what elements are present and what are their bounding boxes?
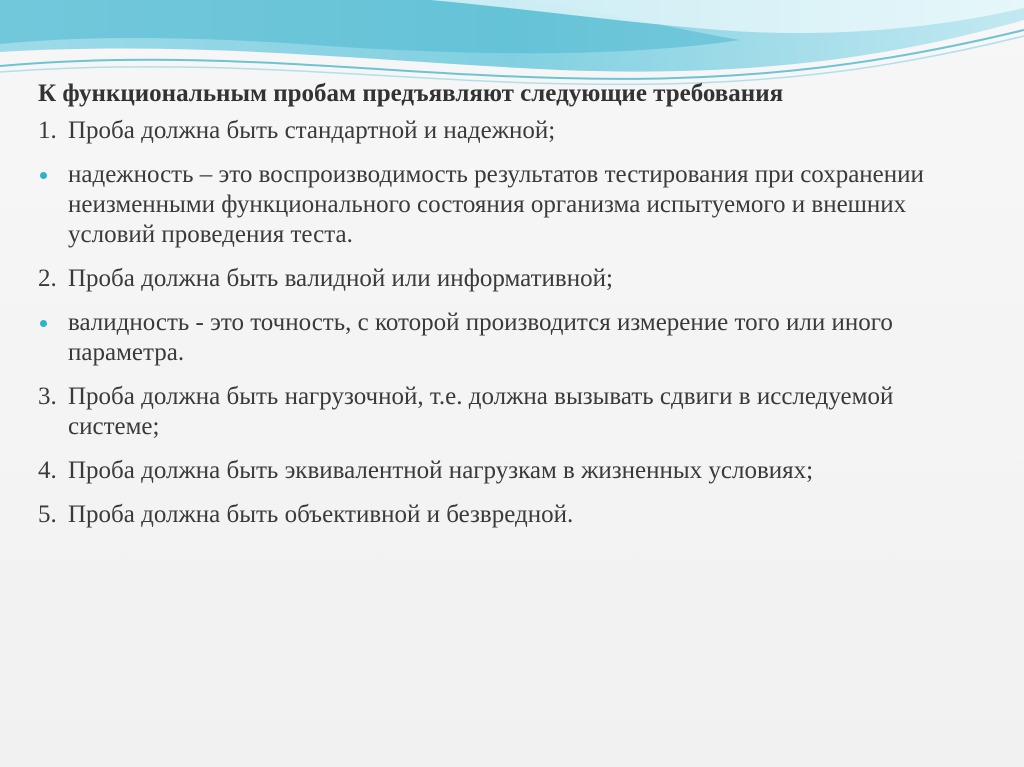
list-item	[38, 264, 983, 294]
item-number: 2.	[38, 265, 57, 292]
bullet-icon	[40, 172, 47, 179]
item-text: Проба должна быть стандартной и надежной;	[68, 117, 556, 144]
item-number: 1.	[38, 117, 57, 144]
list-item	[38, 116, 983, 146]
item-number: 3.	[38, 383, 57, 410]
item-text: Проба должна быть нагрузочной, т.е. должна вызывать сдвиги в исследуемой системе;	[68, 383, 894, 440]
item-number: 4.	[38, 457, 57, 484]
slide-heading: К функциональным пробам предъявляют следующие требования	[38, 80, 784, 107]
item-text: надежность – это воспроизводимость результатов тестирования при сохранении неизменными функционального состояния организма испытуемого и внешних условий проведения теста.	[68, 161, 924, 248]
slide-content	[38, 78, 983, 544]
list-item	[38, 308, 983, 368]
list-item	[38, 382, 983, 442]
bullet-icon	[40, 320, 47, 327]
item-text: валидность - это точность, с которой производится измерение того или иного параметра.	[68, 309, 893, 366]
item-text: Проба должна быть объективной и безвредной.	[68, 501, 574, 528]
item-text: Проба должна быть валидной или информативной;	[68, 265, 613, 292]
item-text: Проба должна быть эквивалентной нагрузкам в жизненных условиях;	[68, 457, 814, 484]
item-number: 5.	[38, 501, 57, 528]
list-item	[38, 456, 983, 486]
list-item	[38, 160, 983, 250]
list-item	[38, 500, 983, 530]
